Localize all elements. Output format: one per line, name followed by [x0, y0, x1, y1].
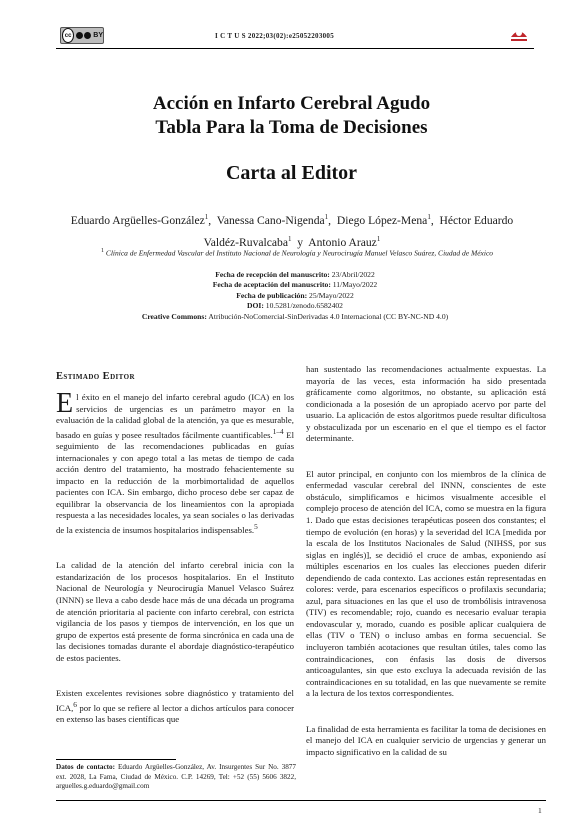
page-bottom-divider	[56, 800, 546, 801]
paragraph-1	[56, 388, 295, 536]
reference-mark: 1–4	[272, 427, 284, 436]
reference-mark: 5	[254, 522, 258, 531]
license-badge	[60, 27, 104, 44]
author-3: Diego López-Mena	[336, 213, 428, 227]
header-divider	[56, 48, 534, 49]
author-conjunction: y	[297, 235, 304, 249]
contact-footnote	[56, 763, 296, 792]
affiliation-mark: 1	[427, 213, 431, 221]
institution-logo-icon	[508, 24, 530, 44]
article-title-line-2: Tabla Para la Toma de Decisiones	[155, 117, 428, 138]
affiliation-mark: 1	[204, 213, 209, 221]
license-label: Creative Commons:	[141, 311, 207, 321]
by-icon	[76, 32, 91, 39]
affiliation-mark: 1	[376, 234, 381, 243]
section-heading: Carta al Editor	[225, 162, 358, 184]
paragraph-6: La finalidad de esta herramienta es facilitar la toma de decisiones en el manejo del ICA en cualquier servicio de urgencias y generar un impacto significativo en la calidad de su	[306, 723, 546, 757]
journal-citation: I C T U S 2022;03(02):e25052203005	[215, 32, 335, 40]
paragraph-1-text-b: El seguimiento de las recomendaciones publicadas en guías internacionales y con apego total a las metas de tiempo de cada acción dentro del tratamiento, ha mostrado fehacientemente su impacto en la reducción de la morbimortalidad de aquellos pacientes con ICA. Sin embargo, dicho proceso debe ser capaz de equilibrar la observancia de los lineamientos con la apropiada respuesta a las necesidades locales, ya sean sociales o las derivadas de la existencia de insumos hospitalarios indispensables.	[56, 429, 295, 535]
paragraph-4: han sustentado las recomendaciones actualmente expuestas. La mayoría de las veces, esta información ha sido presentada gráficamente como algoritmos, no obstante, su aplicación está condicionada a la posesión de un apropiado acervo por parte del usuario. La aplicación de estos algoritmos puede resultar dificultosa y obstaculizada por un escenario en el que el tiempo es el factor determinante.	[306, 364, 546, 444]
page-number: 1	[538, 806, 542, 815]
paragraph-3-text-a: Existen excelentes revisiones sobre diagnóstico y tratamiento del ICA,	[56, 688, 294, 713]
received-value: 23/Abril/2022	[331, 270, 375, 279]
letter-salutation: Estimado Editor	[56, 371, 135, 382]
article-title-line-1: Acción en Infarto Cerebral Agudo	[152, 93, 431, 114]
affiliation	[62, 248, 532, 258]
published-label: Fecha de publicación:	[236, 290, 308, 300]
footnote-text: Eduardo Argüelles-González, Av. Insurgentes Sur No. 3877 ext. 2028, La Fama, Ciudad de México. C.P. 14269, Tel: +52 (55) 5606 3822, arguelles.g.eduardo@gmail.com	[56, 763, 296, 791]
footnote-divider	[56, 759, 176, 760]
paragraph-2: La calidad de la atención del infarto cerebral inicia con la estandarización de los procesos hospitalarios. En el Instituto Nacional de Neurología y Neurocirugía Manuel Velasco Suárez (INNN) se lleva a cabo desde hace más de una década un programa de atención prioritaria al paciente con infarto cerebral, con estricta vigilancia de los pasos y tiempos de intervención, en los que un grupo de expertos está presente de forma sincrónica en cada una de las decisiones tomadas durante el abordaje diagnóstico-terapéutico de estos pacientes.	[56, 560, 294, 663]
reference-mark: 6	[73, 700, 77, 709]
received-label: Fecha de recepción del manuscrito:	[215, 270, 330, 279]
paragraph-5: El autor principal, en conjunto con los miembros de la clínica de enfermedad vascular cerebral del INNN, conscientes de este obstáculo, simplificamos e hicimos visualmente accesible el complejo proceso de atención del ICA, como se muestra en la figura 1. Dado que estas decisiones terapéuticas poseen dos constantes; el tiempo de evolución (en horas) y la severidad del ICA [medida por la escala de los Institutos Nacionales de Salud (NIHSS, por sus siglas en inglés)], se decidió el cruce de ambas, exponiendo así múltiples escenarios en los cuales las elecciones pueden diferir dependiendo de cada contexto. Las acciones están representadas en colores: verde, para escenarios específicos o profilaxis secundaria; azul, para situaciones en las que el uso de trombólisis intravenosa (TIV) es recomendable; rojo, cuando es necesario evaluar terapia endovascular y, morado, cuando es posible aplicar cualquiera de ellas (TIV o TEN) o incluso ambas en forma secuencial. Se incluyeron también acotaciones que resultan útiles, tales como las contraindicaciones, con énfasis las dosis de diversos anticoagulantes, sin que esto excluya la adecuada revisión de las contraindicaciones en su totalidad, en las que nuevamente se remite a la lectura de los textos correspondientes.	[306, 468, 546, 699]
author-2: Vanessa Cano-Nigenda	[216, 213, 325, 227]
affiliation-number: 1	[100, 248, 104, 254]
left-column	[56, 388, 295, 726]
doi-label: DOI:	[247, 301, 264, 311]
paragraph-1-text-a: l éxito en el manejo del infarto cerebral agudo (ICA) en los servicios de urgencias es un parámetro mayor en la evaluación de la calidad global de la atención, ya que es mesurable, basado en guías y posee resultados fácilmente cuantificables.	[56, 392, 294, 440]
right-column	[306, 364, 546, 758]
manuscript-dates	[60, 270, 530, 322]
author-1: Eduardo Argüelles-González	[70, 213, 205, 227]
footnote-label: Datos de contacto:	[56, 763, 116, 771]
affiliation-text: Clínica de Enfermedad Vascular del Instituto Nacional de Neurología y Neurocirugía Manuel Velasco Suárez, Ciudad de México	[105, 248, 494, 258]
doi-link[interactable]: 10.5281/zenodo.6582402	[265, 301, 343, 311]
creative-commons-icon: cc	[62, 28, 74, 43]
affiliation-mark: 1	[287, 234, 292, 243]
affiliation-mark: 1	[324, 213, 329, 221]
drop-cap: E	[56, 388, 74, 419]
paragraph-3	[56, 688, 294, 726]
accepted-label: Fecha de aceptación del manuscrito:	[212, 280, 331, 290]
license-value: Atribución-NoComercial-SinDerivadas 4.0 Internacional (CC BY-NC-ND 4.0)	[208, 311, 449, 321]
author-list: Eduardo Argüelles-González$^1$, Vanessa Cano-Nigenda$^1$, Diego López-Mena$^1$, Héctor Eduardo Valdéz-Ruvalcaba$^1$ y Antonio Arauz$^1$	[70, 213, 514, 249]
paragraph-3-text-b: por lo que se refiere al lector a dichos artículos para conocer en extenso las bases científicas que	[56, 702, 294, 725]
author-4-first: Héctor Eduardo	[439, 213, 514, 227]
accepted-value: 11/Mayo/2022	[332, 280, 378, 290]
author-4-last: Valdéz-Ruvalcaba	[203, 235, 288, 249]
published-value: 25/Mayo/2022	[309, 290, 354, 300]
license-badge-by-label: BY	[93, 32, 103, 39]
author-5: Antonio Arauz	[308, 235, 377, 249]
